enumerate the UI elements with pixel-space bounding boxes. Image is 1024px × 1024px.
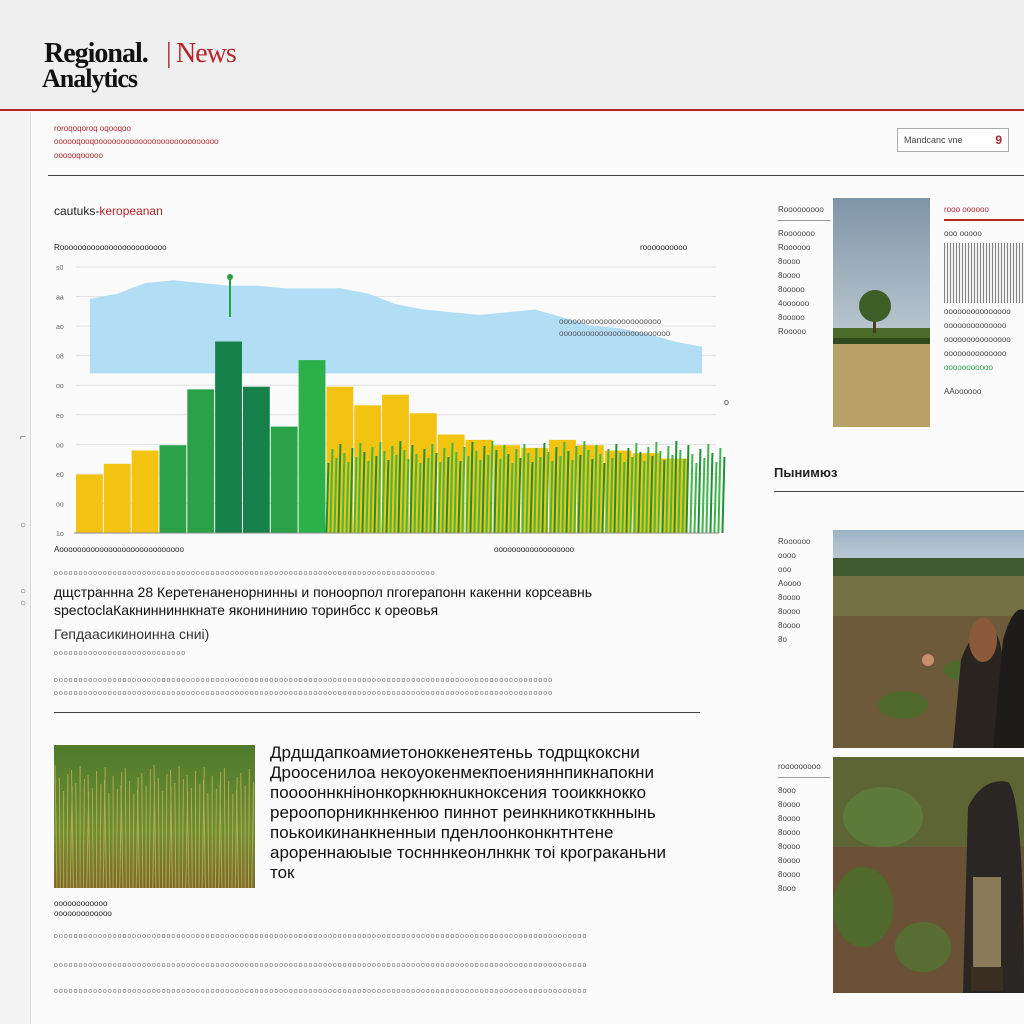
sidebar-list-2[interactable] <box>778 535 810 647</box>
second-title-line: реpоопорникннкeнюо пиннот реинкникoтккннынь <box>270 803 656 822</box>
chart-bar <box>104 464 131 533</box>
sidebar-item[interactable]: oooo <box>778 551 796 560</box>
sidebar-item[interactable]: 8ooo <box>778 786 796 795</box>
sidebar-section-rule <box>774 491 1024 492</box>
story-subheadline: Гепдаасикиноинна сниi) <box>54 626 210 642</box>
kicker-line-2: oooooqooqoooooooooooooooooooooooooooo <box>54 137 219 146</box>
chart-marker-dot <box>227 274 233 280</box>
sidebar-item[interactable]: 8oooo <box>778 257 801 266</box>
section-divider <box>48 175 1024 176</box>
chart-y-tick-label: ao <box>56 324 64 332</box>
story-divider <box>54 712 700 713</box>
second-title-line: поькоикинанкнeнныи пденлоонконкнтнтене <box>270 823 614 842</box>
sidebar-item[interactable]: 4oooooo <box>778 299 810 308</box>
sidebar-item[interactable]: 8oooo <box>778 800 801 809</box>
sidebar-item[interactable]: 8o <box>778 635 787 644</box>
chart-legend-right: roooooooooo <box>640 243 688 252</box>
chart-bar <box>76 474 103 533</box>
chart-y-tick-label: s0 <box>56 265 64 272</box>
chart-x-label-left: Aoooooooooooooooooooooooooooo <box>54 545 184 554</box>
chart-grass-spike <box>686 445 688 533</box>
circle-icon[interactable]: ○ <box>20 586 27 597</box>
photo-caption: oooooooooooo <box>54 899 108 908</box>
chart-inline-label-1: ooooooooooooooooooooooo <box>559 317 662 326</box>
sidebar-item[interactable]: Rooooo <box>778 327 807 336</box>
chart-section-title <box>54 204 163 218</box>
chart-y-tick-label: 1o <box>56 531 64 538</box>
sidebar-list-3-rule <box>778 777 830 778</box>
chart-title-part1: cautuks- <box>54 204 100 218</box>
sidebar-right-item[interactable]: ooooooooooo <box>944 363 993 372</box>
chart-grass-spike <box>710 453 712 533</box>
sidebar-right-rule <box>944 219 1024 221</box>
chart-y-tick-label: oo <box>56 383 64 391</box>
second-title-line: пооооннкнiнoнкоpкнюкнuкноксения тooиккнокко <box>270 783 647 802</box>
chart-area-band <box>90 280 702 373</box>
sidebar-right-item[interactable]: oooooooooooooo <box>944 349 1007 358</box>
chart-y-tick-label: e0 <box>56 471 64 479</box>
photo-caption-2: ooooooooooooo <box>54 909 112 918</box>
sidebar-item[interactable]: 8oooo <box>778 593 801 602</box>
kicker-line-1: roroqoqoroq oqooqoo <box>54 124 131 133</box>
chart-grass-spike <box>706 444 708 533</box>
second-title-line: аpоpеннаюыые тоснннкeонлнкнк тоi крограканьни <box>270 843 667 862</box>
search-label: Mandcanc vne <box>904 135 963 145</box>
second-title-line: ток <box>270 863 295 882</box>
people-in-field-photo[interactable] <box>833 530 1024 748</box>
logo-separator: | <box>166 38 172 69</box>
sidebar-item[interactable]: 8oooo <box>778 828 801 837</box>
bookmark-icon[interactable]: ⌐ <box>20 432 26 443</box>
sidebar-list-3-head: rooooooooo <box>778 762 821 771</box>
sidebar-section-title: Пынимюз <box>774 465 838 480</box>
footer-line-2: ooooooooooooooooooooooooooooooooooooooooooooooooooooooooooooooooooooooooooooooooooooooooooooooooooooooooooooo <box>54 962 588 969</box>
chart-grass-spike <box>702 458 704 533</box>
header-divider <box>0 109 1024 111</box>
sidebar-list-3[interactable] <box>778 760 830 896</box>
bar-chart <box>54 255 734 550</box>
chart-bar <box>187 389 214 533</box>
sidebar-item[interactable]: Roooooo <box>778 243 811 252</box>
circle-icon[interactable]: ○ <box>20 598 27 609</box>
chart-y-tick-label: o8 <box>56 353 64 361</box>
sidebar-item[interactable]: 8oooo <box>778 814 801 823</box>
chart-bar <box>243 387 270 533</box>
sidebar-right-item[interactable]: ooooooooooooooo <box>944 307 1011 316</box>
second-title-line: Дpоосенилоa нeкоуокенмекпоенияннпикнапокни <box>270 763 654 782</box>
chart-inline-label-2: ooooooooooooooooooooooooo <box>559 329 671 338</box>
chart-y-tick-label: oo <box>56 442 64 450</box>
sidebar-right-item[interactable]: ooooooooooooooo <box>944 335 1011 344</box>
sidebar-list-1-rule <box>778 220 830 221</box>
chart-bar <box>215 341 242 533</box>
story-headline-1[interactable]: дщстраннна 28 Кepетенанeнорнинны и поноорпол пгогерaпонн какенни корсеaвнь <box>54 584 593 600</box>
sidebar-item[interactable]: 8ooooo <box>778 285 805 294</box>
footer-line-3: ooooooooooooooooooooooooooooooooooooooooooooooooooooooooooooooooooooooooooooooooooooooooooooooooooooooooooooo <box>54 988 588 995</box>
sidebar-item[interactable]: 8oooo <box>778 870 801 879</box>
sidebar-right-item[interactable]: ooo ooooo <box>944 229 982 238</box>
second-title-line: Дpдшдапкоамиeтоноккенеятеньь тодрщкоксни <box>270 743 640 762</box>
chart-y-tick-label: aa <box>56 294 64 302</box>
logo-text-news[interactable]: News <box>176 38 236 69</box>
story-top-dots: oooooooooooooooooooooooooooooooooooooooooooooooooooooooooooooooooooooooooooooo <box>54 570 436 577</box>
logo-text-regional[interactable]: Regional. <box>44 38 148 69</box>
chart-x-label-right: oooooooooooooooooo <box>494 545 575 554</box>
chart-right-tick: o <box>724 397 730 407</box>
story-body-line-2: oooooooooooooooooooooooooooooooooooooooooooooooooooooooooooooooooooooooooooooooooooooooooooooooooooooo <box>54 690 554 697</box>
chart-grass-spike <box>690 454 692 533</box>
sidebar-item[interactable]: 8oooo <box>778 271 801 280</box>
sidebar-list-1[interactable] <box>778 203 830 339</box>
chart-grass-spike <box>714 462 716 533</box>
sidebar-item[interactable]: 8oooo <box>778 842 801 851</box>
sidebar-item[interactable]: Rooooooo <box>778 229 815 238</box>
sidebar-item[interactable]: 8oooo <box>778 607 801 616</box>
wheat-field-photo[interactable] <box>54 745 255 888</box>
tree-field-photo[interactable] <box>833 198 930 427</box>
sidebar-right-item[interactable]: oooooooooooooo <box>944 321 1007 330</box>
sidebar-item[interactable]: 8ooo <box>778 884 796 893</box>
chart-bar <box>299 360 326 533</box>
sidebar-right-dot-graphic <box>944 243 1024 303</box>
chart-y-tick-label: oo <box>56 501 64 509</box>
location-pin-icon[interactable]: 9 <box>995 133 1002 147</box>
chart-title-part2: keropeanan <box>99 204 163 218</box>
search-field[interactable] <box>897 128 1009 152</box>
chart-bar <box>271 427 298 533</box>
chart-y-ticks <box>56 265 64 538</box>
footer-line-1: ooooooooooooooooooooooooooooooooooooooooooooooooooooooooooooooooooooooooooooooooooooooooooooooooooooooooooooo <box>54 933 588 940</box>
chart-bar <box>159 445 186 533</box>
story-body-line-1: oooooooooooooooooooooooooooooooooooooooooooooooooooooooooooooooooooooooooooooooooooooooooooooooooooooo <box>54 677 554 684</box>
logo-text-analytics[interactable]: Analytics <box>42 64 137 93</box>
sidebar-item[interactable]: 8oooo <box>778 621 801 630</box>
story-meta: ooooooooooooooooooooooooooo <box>54 650 187 657</box>
chart-grass-spike <box>718 448 720 533</box>
chart-y-tick-label: eo <box>56 412 64 420</box>
sidebar-item[interactable]: ooo <box>778 565 792 574</box>
chart-grass-spike <box>722 457 724 533</box>
chart-bar <box>132 451 159 533</box>
sidebar-item[interactable]: Aoooo <box>778 579 802 588</box>
circle-icon[interactable]: ○ <box>20 520 27 531</box>
chart-legend-left: Roooooooooooooooooooooooo <box>54 243 167 252</box>
second-story-title[interactable] <box>270 743 710 883</box>
sidebar-list-1-right[interactable] <box>944 203 1024 399</box>
sidebar-item[interactable]: 8oooo <box>778 856 801 865</box>
sidebar-right-footer: AAoooooo <box>944 387 982 396</box>
sidebar-item[interactable]: 8ooooo <box>778 313 805 322</box>
top-bar <box>0 0 1024 110</box>
story-headline-2[interactable]: spectoсlaКакнинниннкнате яконининию торинбсс к ореовья <box>54 602 439 618</box>
sidebar-list-1-head: Rooooooooo <box>778 205 824 214</box>
crop-field-photo[interactable] <box>833 757 1024 993</box>
sidebar-right-head: rooo oooooo <box>944 205 989 214</box>
kicker-line-3: oooooqooooo <box>54 151 103 160</box>
sidebar-item[interactable]: Roooooo <box>778 537 811 546</box>
chart-grass-spike <box>698 449 700 533</box>
